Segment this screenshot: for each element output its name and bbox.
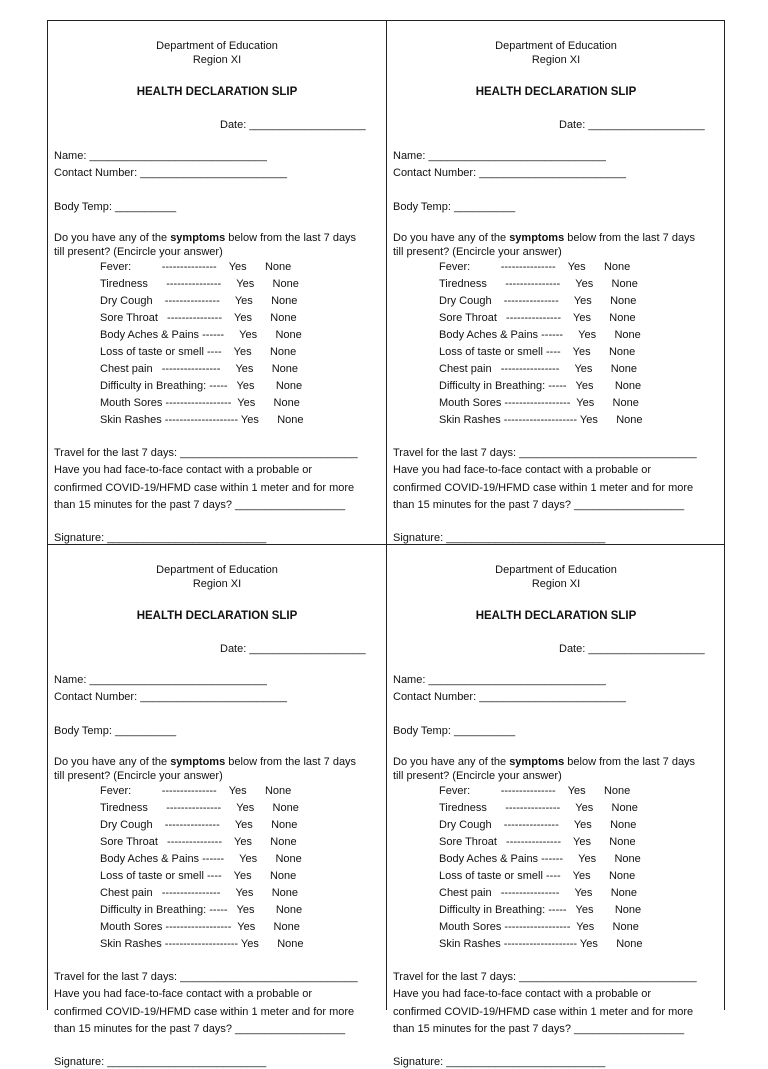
- department-label: Department of Education: [495, 40, 617, 52]
- symptoms-question-line2: till present? (Encircle your answer): [54, 770, 223, 782]
- question-bold: symptoms: [509, 232, 565, 244]
- travel-field[interactable]: Travel for the last 7 days: _____________________________: [54, 971, 358, 983]
- slip-title: HEALTH DECLARATION SLIP: [136, 86, 298, 98]
- symptom-row[interactable]: Tiredness --------------- Yes None: [439, 802, 638, 814]
- contact-question-line3[interactable]: than 15 minutes for the past 7 days? __________________: [393, 499, 685, 511]
- symptom-row[interactable]: Fever: --------------- Yes None: [439, 261, 631, 273]
- signature-field[interactable]: Signature: __________________________: [393, 1056, 606, 1068]
- symptoms-question: [54, 755, 356, 769]
- symptom-row[interactable]: Loss of taste or smell ---- Yes None: [100, 870, 297, 882]
- question-prefix: Do you have any of the: [393, 232, 510, 244]
- symptom-row[interactable]: Body Aches & Pains ------ Yes None: [100, 329, 302, 341]
- contact-number-field[interactable]: Contact Number: ________________________: [54, 167, 288, 179]
- contact-question-line2: confirmed COVID-19/HFMD case within 1 meter and for more: [54, 482, 355, 494]
- symptom-row[interactable]: Difficulty in Breathing: ----- Yes None: [100, 904, 303, 916]
- signature-field[interactable]: Signature: __________________________: [54, 532, 267, 544]
- name-field[interactable]: Name: _____________________________: [54, 150, 267, 162]
- body-temp-field[interactable]: Body Temp: __________: [393, 725, 516, 737]
- department-label: Department of Education: [156, 564, 278, 576]
- contact-number-field[interactable]: Contact Number: ________________________: [54, 691, 288, 703]
- symptoms-question-line2: till present? (Encircle your answer): [393, 246, 562, 258]
- symptoms-question: [393, 231, 695, 245]
- symptom-row[interactable]: Mouth Sores ------------------ Yes None: [100, 921, 300, 933]
- region-label: Region XI: [531, 54, 581, 66]
- travel-field[interactable]: Travel for the last 7 days: _____________________________: [393, 971, 697, 983]
- department-label: Department of Education: [156, 40, 278, 52]
- name-field[interactable]: Name: _____________________________: [393, 674, 606, 686]
- symptoms-question: [54, 231, 356, 245]
- contact-question-line3[interactable]: than 15 minutes for the past 7 days? __________________: [54, 499, 346, 511]
- contact-question-line2: confirmed COVID-19/HFMD case within 1 meter and for more: [54, 1006, 355, 1018]
- date-field[interactable]: Date: ___________________: [220, 643, 366, 655]
- symptom-row[interactable]: Loss of taste or smell ---- Yes None: [439, 346, 636, 358]
- symptom-row[interactable]: Body Aches & Pains ------ Yes None: [100, 853, 302, 865]
- contact-number-field[interactable]: Contact Number: ________________________: [393, 691, 627, 703]
- symptom-row[interactable]: Dry Cough --------------- Yes None: [100, 295, 298, 307]
- symptoms-question: [393, 755, 695, 769]
- question-suffix: below from the last 7 days: [564, 232, 696, 244]
- question-prefix: Do you have any of the: [393, 756, 510, 768]
- symptom-row[interactable]: Chest pain ---------------- Yes None: [439, 887, 638, 899]
- contact-question-line3[interactable]: than 15 minutes for the past 7 days? __________________: [393, 1023, 685, 1035]
- symptom-row[interactable]: Fever: --------------- Yes None: [100, 785, 292, 797]
- region-label: Region XI: [531, 578, 581, 590]
- slip-title: HEALTH DECLARATION SLIP: [475, 86, 637, 98]
- question-suffix: below from the last 7 days: [564, 756, 696, 768]
- symptom-row[interactable]: Mouth Sores ------------------ Yes None: [100, 397, 300, 409]
- question-suffix: below from the last 7 days: [225, 232, 357, 244]
- symptom-row[interactable]: Loss of taste or smell ---- Yes None: [439, 870, 636, 882]
- symptom-row[interactable]: Body Aches & Pains ------ Yes None: [439, 329, 641, 341]
- contact-number-field[interactable]: Contact Number: ________________________: [393, 167, 627, 179]
- symptom-row[interactable]: Sore Throat --------------- Yes None: [100, 836, 297, 848]
- question-prefix: Do you have any of the: [54, 756, 171, 768]
- slip-title: HEALTH DECLARATION SLIP: [136, 610, 298, 622]
- symptom-row[interactable]: Difficulty in Breathing: ----- Yes None: [100, 380, 303, 392]
- symptom-row[interactable]: Sore Throat --------------- Yes None: [439, 312, 636, 324]
- region-label: Region XI: [192, 54, 242, 66]
- symptom-row[interactable]: Dry Cough --------------- Yes None: [439, 819, 637, 831]
- question-bold: symptoms: [170, 232, 226, 244]
- symptom-row[interactable]: Chest pain ---------------- Yes None: [439, 363, 638, 375]
- department-label: Department of Education: [495, 564, 617, 576]
- slip-top-right: [387, 21, 725, 545]
- symptom-row[interactable]: Fever: --------------- Yes None: [100, 261, 292, 273]
- symptom-row[interactable]: Skin Rashes -------------------- Yes None: [100, 414, 304, 426]
- travel-field[interactable]: Travel for the last 7 days: _____________________________: [54, 447, 358, 459]
- contact-question-line3[interactable]: than 15 minutes for the past 7 days? __________________: [54, 1023, 346, 1035]
- question-suffix: below from the last 7 days: [225, 756, 357, 768]
- symptom-row[interactable]: Sore Throat --------------- Yes None: [439, 836, 636, 848]
- symptom-row[interactable]: Difficulty in Breathing: ----- Yes None: [439, 904, 642, 916]
- signature-field[interactable]: Signature: __________________________: [393, 532, 606, 544]
- date-field[interactable]: Date: ___________________: [559, 119, 705, 131]
- name-field[interactable]: Name: _____________________________: [393, 150, 606, 162]
- region-label: Region XI: [192, 578, 242, 590]
- symptom-row[interactable]: Dry Cough --------------- Yes None: [439, 295, 637, 307]
- name-field[interactable]: Name: _____________________________: [54, 674, 267, 686]
- symptom-row[interactable]: Sore Throat --------------- Yes None: [100, 312, 297, 324]
- contact-question-line1: Have you had face-to-face contact with a probable or: [393, 988, 652, 1000]
- slip-top-left: [48, 21, 386, 545]
- body-temp-field[interactable]: Body Temp: __________: [393, 201, 516, 213]
- slip-bottom-right: [387, 545, 725, 1068]
- declaration-sheet: [47, 20, 725, 1068]
- question-prefix: Do you have any of the: [54, 232, 171, 244]
- symptom-row[interactable]: Tiredness --------------- Yes None: [100, 802, 299, 814]
- symptom-row[interactable]: Mouth Sores ------------------ Yes None: [439, 921, 639, 933]
- question-bold: symptoms: [170, 756, 226, 768]
- symptom-row[interactable]: Skin Rashes -------------------- Yes None: [439, 938, 643, 950]
- slip-bottom-left: [48, 545, 386, 1068]
- date-field[interactable]: Date: ___________________: [220, 119, 366, 131]
- date-field[interactable]: Date: ___________________: [559, 643, 705, 655]
- symptoms-question-line2: till present? (Encircle your answer): [393, 770, 562, 782]
- symptom-row[interactable]: Tiredness --------------- Yes None: [100, 278, 299, 290]
- contact-question-line1: Have you had face-to-face contact with a probable or: [54, 464, 313, 476]
- signature-field[interactable]: Signature: __________________________: [54, 1056, 267, 1068]
- symptom-row[interactable]: Chest pain ---------------- Yes None: [100, 887, 299, 899]
- contact-question-line2: confirmed COVID-19/HFMD case within 1 meter and for more: [393, 1006, 694, 1018]
- symptom-row[interactable]: Fever: --------------- Yes None: [439, 785, 631, 797]
- body-temp-field[interactable]: Body Temp: __________: [54, 725, 177, 737]
- symptom-row[interactable]: Tiredness --------------- Yes None: [439, 278, 638, 290]
- slip-title: HEALTH DECLARATION SLIP: [475, 610, 637, 622]
- contact-question-line1: Have you had face-to-face contact with a probable or: [54, 988, 313, 1000]
- symptom-row[interactable]: Skin Rashes -------------------- Yes None: [439, 414, 643, 426]
- symptom-row[interactable]: Skin Rashes -------------------- Yes None: [100, 938, 304, 950]
- question-bold: symptoms: [509, 756, 565, 768]
- travel-field[interactable]: Travel for the last 7 days: _____________________________: [393, 447, 697, 459]
- symptom-row[interactable]: Dry Cough --------------- Yes None: [100, 819, 298, 831]
- symptoms-question-line2: till present? (Encircle your answer): [54, 246, 223, 258]
- contact-question-line2: confirmed COVID-19/HFMD case within 1 meter and for more: [393, 482, 694, 494]
- symptom-row[interactable]: Difficulty in Breathing: ----- Yes None: [439, 380, 642, 392]
- body-temp-field[interactable]: Body Temp: __________: [54, 201, 177, 213]
- symptom-row[interactable]: Body Aches & Pains ------ Yes None: [439, 853, 641, 865]
- symptom-row[interactable]: Chest pain ---------------- Yes None: [100, 363, 299, 375]
- symptom-row[interactable]: Mouth Sores ------------------ Yes None: [439, 397, 639, 409]
- symptom-row[interactable]: Loss of taste or smell ---- Yes None: [100, 346, 297, 358]
- contact-question-line1: Have you had face-to-face contact with a probable or: [393, 464, 652, 476]
